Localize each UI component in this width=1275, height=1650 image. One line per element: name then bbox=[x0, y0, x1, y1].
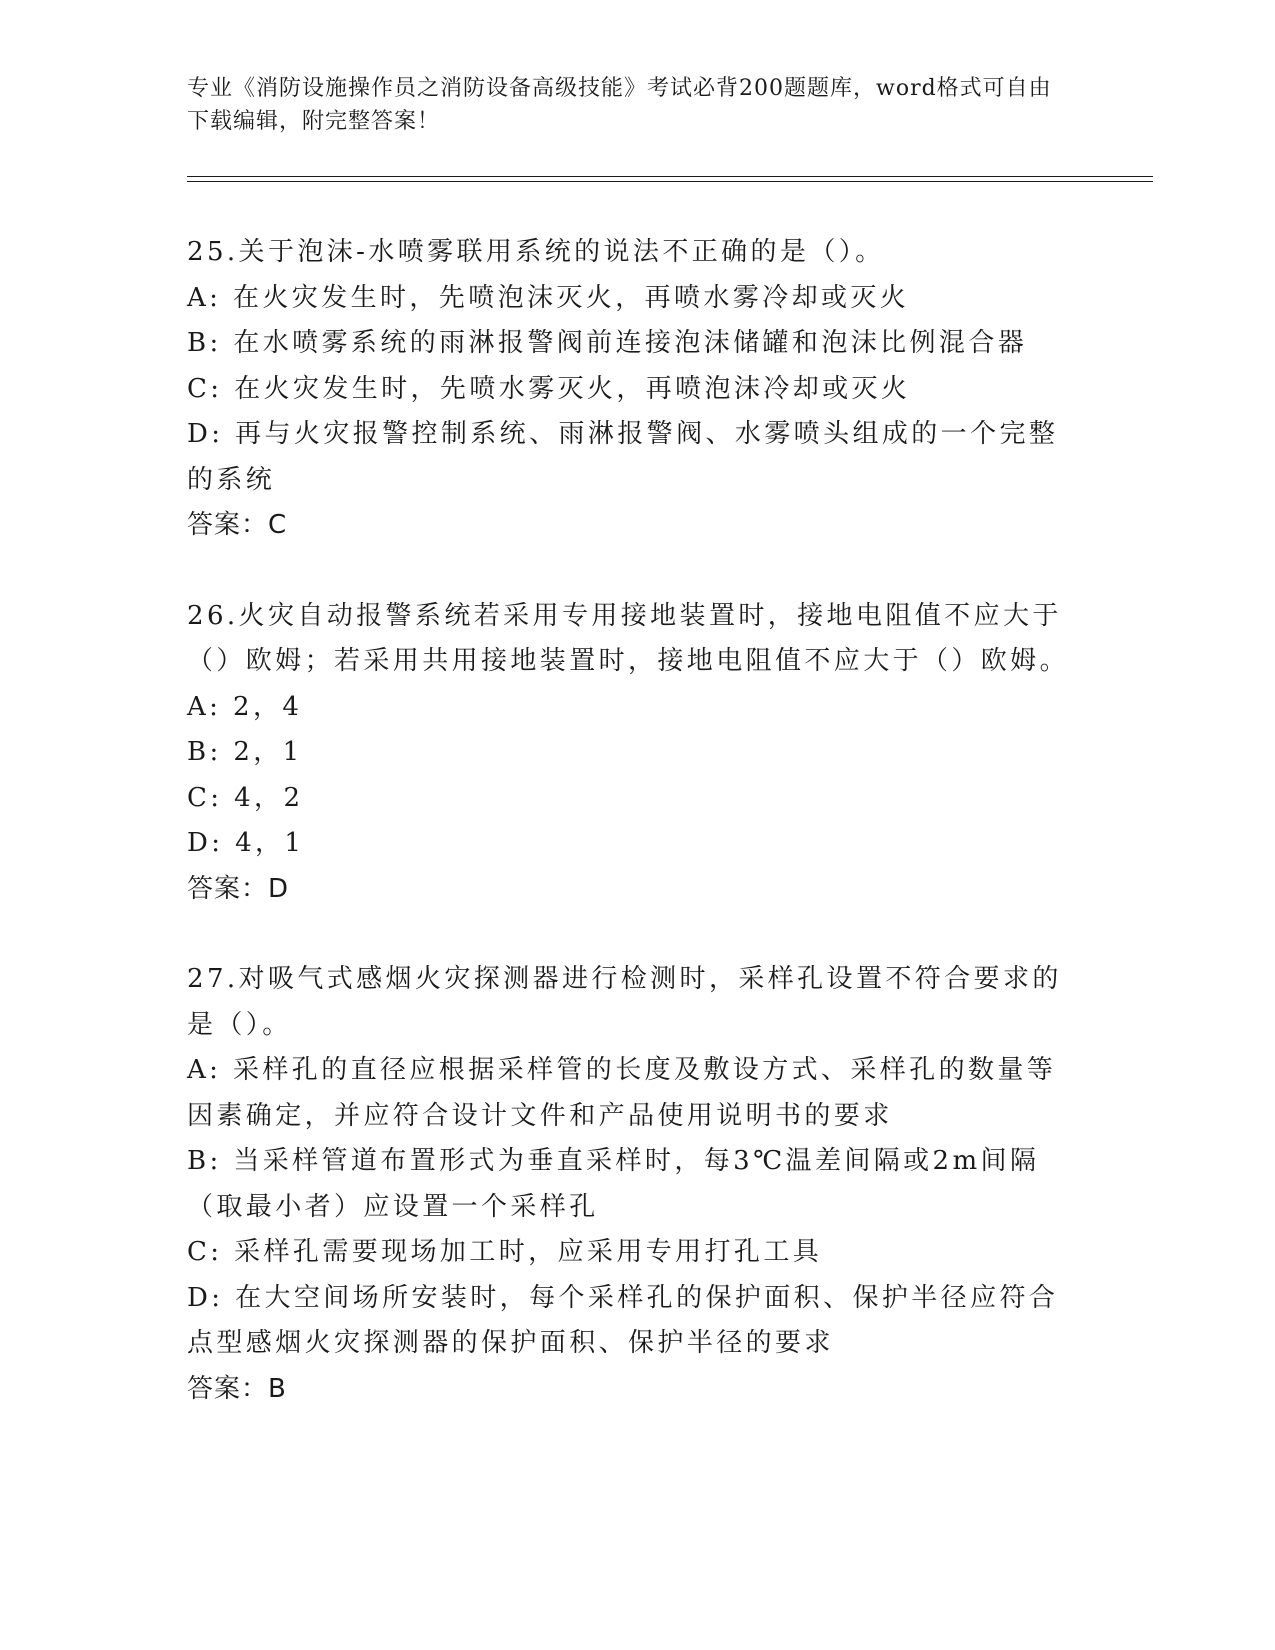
option-d: D: 4，1 bbox=[187, 828, 305, 858]
question-25 bbox=[187, 230, 1077, 549]
answer-label: 答案：C bbox=[187, 510, 288, 540]
answer-label: 答案：D bbox=[187, 873, 290, 904]
header-rule-top bbox=[187, 176, 1153, 177]
option-d: D: 再与火灾报警控制系统、雨淋报警阀、水雾喷头组成的一个完整的系统 bbox=[187, 419, 1059, 495]
option-a: A: 在火灾发生时，先喷泡沫灭火，再喷水雾冷却或灭火 bbox=[187, 282, 910, 313]
answer-label: 答案：B bbox=[187, 1373, 287, 1404]
header-rule-bottom bbox=[187, 181, 1153, 182]
document-header: 专业《消防设施操作员之消防设备高级技能》考试必背200题题库，word格式可自由下载编辑，附完整答案！ bbox=[187, 76, 1052, 134]
question-stem: 25.关于泡沫-水喷雾联用系统的说法不正确的是（）。 bbox=[187, 237, 885, 267]
option-b: B: 当采样管道布置形式为垂直采样时，每3℃温差间隔或2m间隔（取最小者）应设置一个采样孔 bbox=[187, 1146, 1040, 1222]
question-26 bbox=[187, 594, 1077, 913]
option-a: A: 采样孔的直径应根据采样管的长度及敷设方式、采样孔的数量等因素确定，并应符合设计文件和产品使用说明书的要求 bbox=[187, 1055, 1057, 1131]
option-b: B: 2，1 bbox=[187, 737, 303, 767]
question-stem: 27.对吸气式感烟火灾探测器进行检测时，采样孔设置不符合要求的是（）。 bbox=[187, 964, 1062, 1040]
option-c: C: 采样孔需要现场加工时，应采用专用打孔工具 bbox=[187, 1237, 823, 1267]
option-b: B: 在水喷雾系统的雨淋报警阀前连接泡沫储罐和泡沫比例混合器 bbox=[187, 328, 1028, 358]
option-c: C: 在火灾发生时，先喷水雾灭火，再喷泡沫冷却或灭火 bbox=[187, 373, 911, 404]
question-stem: 26.火灾自动报警系统若采用专用接地装置时，接地电阻值不应大于（）欧姆；若采用共用接地装置时，接地电阻值不应大于（）欧姆。 bbox=[187, 600, 1070, 676]
option-d: D: 在大空间场所安装时，每个采样孔的保护面积、保护半径应符合点型感烟火灾探测器的保护面积、保护半径的要求 bbox=[187, 1282, 1059, 1358]
question-27 bbox=[187, 957, 1077, 1412]
option-a: A: 2，4 bbox=[187, 691, 303, 722]
option-c: C: 4，2 bbox=[187, 782, 304, 813]
question-list bbox=[187, 230, 1077, 1412]
